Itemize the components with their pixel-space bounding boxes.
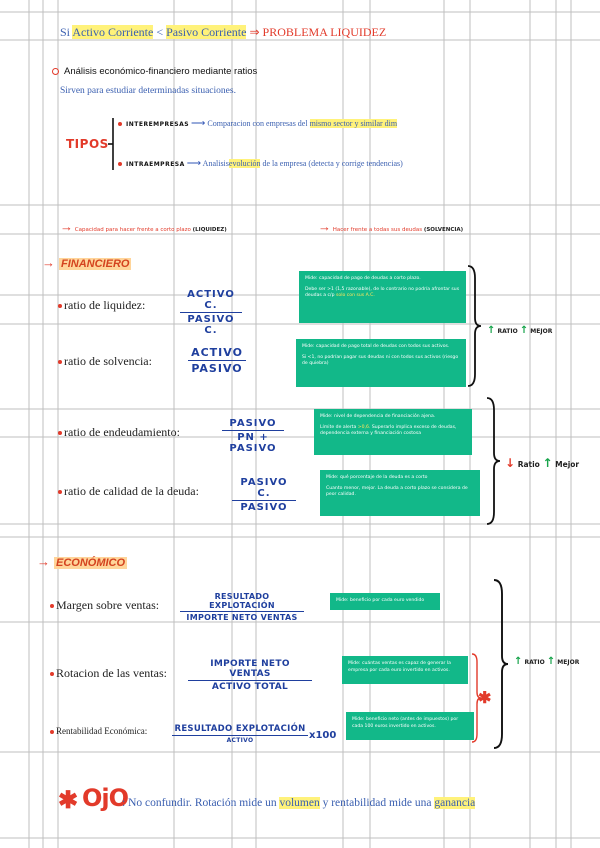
note-line: Mide: capacidad de pago total de deudas con todos sus activos. <box>302 344 450 349</box>
margen-ventas-label <box>50 598 159 613</box>
note-line: Mide: qué porcentaje de la deuda es a corto <box>326 475 428 480</box>
note-line: Si <1, no podrían pagar sus deudas ni con todos sus activos (riesgo de quiebra) <box>302 354 459 367</box>
ratio-liquidez-label <box>58 298 145 313</box>
ratio-solvencia-label <box>58 354 152 369</box>
ratio-calidad-formula <box>232 477 296 513</box>
ratio-calidad-note <box>320 470 480 516</box>
footer-text-mid: y rentabilidad mide una <box>322 797 432 809</box>
tipos-intra-name: INTRAEMPRESA <box>126 161 185 168</box>
bullet-icon <box>58 490 62 494</box>
group1-note <box>487 325 552 336</box>
formula-numerator: IMPORTE NETO VENTAS <box>188 659 312 681</box>
arrow-up-icon: ↑ <box>546 656 556 667</box>
note-highlight: solo con sus A.C. <box>335 293 375 299</box>
tipos-brace-icon <box>105 116 117 174</box>
bullet-icon <box>50 604 54 608</box>
ratio-calidad-text: ratio de calidad de la deuda: <box>64 484 199 498</box>
formula-numerator: RESULTADO EXPLOTACIÓN <box>172 724 308 736</box>
formula-denominator: ACTIVO TOTAL <box>211 682 289 692</box>
header-line <box>60 25 386 40</box>
arrow-right-icon: ⟶ <box>191 118 206 129</box>
formula-denominator: PASIVO C. <box>187 314 235 336</box>
rentabilidad-formula <box>172 724 308 744</box>
ratio-solvencia-formula <box>188 346 246 375</box>
analysis-title-text: Análisis económico-financiero mediante ratios <box>64 66 258 77</box>
footer-highlight-volumen: volumen <box>279 797 320 809</box>
star-icon: ✱ <box>478 690 492 707</box>
tipos-intra-desc-post: de la empresa (detecta y corrige tendencias) <box>262 159 403 168</box>
footer-text <box>122 797 475 809</box>
formula-denominator: IMPORTE NETO VENTAS <box>186 613 298 622</box>
ratio-liquidez-formula <box>180 289 242 336</box>
economico-note-result: MEJOR <box>557 659 580 666</box>
rentabilidad-note <box>346 712 474 740</box>
note-line: Mide: beneficio por cada euro vendido <box>336 598 425 603</box>
rentabilidad-multiplier: x100 <box>309 730 337 741</box>
ratio-solvencia-note <box>296 339 466 387</box>
group1-ratio: RATIO <box>497 328 518 335</box>
ratio-endeudamiento-formula <box>222 418 284 454</box>
margen-ventas-text: Margen sobre ventas: <box>56 598 160 612</box>
arrow-right-icon: → <box>60 219 73 234</box>
rotacion-ventas-note <box>342 656 468 684</box>
rotacion-ventas-formula <box>188 659 312 692</box>
group2-ratio: Ratio <box>517 460 540 469</box>
group1-result: MEJOR <box>530 328 553 335</box>
capacidad-left <box>60 219 227 235</box>
group2-result: Mejor <box>555 460 580 469</box>
header-prefix: Si <box>60 25 71 39</box>
note-line: Mide: capacidad de pago de deudas a corto plazo. <box>305 276 421 281</box>
arrow-up-icon: ↑ <box>519 325 529 336</box>
bullet-icon <box>50 730 54 734</box>
note-line: Límite de alerta <box>320 424 357 430</box>
tipos-inter-desc: Comparacion con empresas del <box>207 119 308 128</box>
tipos-intra-highlight: evolución <box>228 159 261 168</box>
ratio-endeudamiento-label <box>58 425 180 440</box>
footer-text-pre: : No confundir. Rotación mide un <box>122 797 277 809</box>
brace-right-icon <box>466 264 482 388</box>
formula-denominator: PN + PASIVO <box>229 432 277 454</box>
bullet-icon <box>118 162 122 166</box>
header-lt: < <box>156 25 164 39</box>
formula-denominator: PASIVO <box>191 362 243 375</box>
header-arrow: ⇒ <box>249 25 260 39</box>
note-line: Cuanto menor, mejor. La deuda a corto plazo se considera de peor calidad. <box>326 485 468 498</box>
arrow-down-icon: ↓ <box>505 456 516 470</box>
margen-ventas-formula <box>180 592 304 622</box>
capacidad-left-paren: (LIQUIDEZ) <box>192 227 227 233</box>
note-line: Superarlo implica exceso de deudas, dependencia externa y financiación costosa <box>320 424 457 437</box>
footer-ojo: OjO <box>82 784 129 812</box>
capacidad-right-paren: (SOLVENCIA) <box>423 227 464 233</box>
economico-note-ratio: RATIO <box>524 659 545 666</box>
bullet-icon <box>58 304 62 308</box>
brace-right-icon <box>485 396 501 526</box>
ratio-liquidez-note <box>299 271 466 323</box>
economico-note <box>514 656 579 667</box>
bullet-icon <box>58 360 62 364</box>
capacidad-right <box>318 219 463 235</box>
bullet-icon <box>52 68 59 75</box>
tipos-intra-desc-pre: Analisis <box>202 159 229 168</box>
formula-numerator: ACTIVO C. <box>180 289 242 313</box>
formula-numerator: PASIVO <box>222 418 284 431</box>
ratio-endeudamiento-text: ratio de endeudamiento: <box>64 425 180 439</box>
rentabilidad-text: Rentabilidad Económica: <box>56 726 148 736</box>
tipos-intra-row <box>118 158 403 169</box>
analysis-title <box>52 66 257 77</box>
rotacion-ventas-label <box>50 666 167 681</box>
analysis-subtitle: Sirven para estudiar determinadas situaciones. <box>60 86 236 96</box>
arrow-right-icon: → <box>42 255 55 270</box>
note-line: Debe ser >1 (1,5 razonable), de lo contrario no podría afrontar sus deudas a c/p <box>305 286 460 299</box>
economico-heading <box>37 553 127 571</box>
arrow-right-icon: → <box>318 219 331 234</box>
bullet-icon <box>58 431 62 435</box>
footer-highlight-ganancia: ganancia <box>434 797 476 809</box>
tipos-inter-highlight: mismo sector y similar dim <box>309 119 398 128</box>
arrow-up-icon: ↑ <box>542 456 553 470</box>
ratio-endeudamiento-note <box>314 409 472 455</box>
formula-numerator: ACTIVO <box>188 346 246 361</box>
rentabilidad-label <box>50 726 147 736</box>
header-pasivo: Pasivo Corriente <box>166 25 247 39</box>
economico-title: ECONÓMICO <box>56 557 126 569</box>
brace-right-icon <box>492 578 510 750</box>
ratio-solvencia-text: ratio de solvencia: <box>64 354 152 368</box>
tipos-inter-row <box>118 118 397 129</box>
formula-numerator: PASIVO C. <box>232 477 296 501</box>
arrow-up-icon: ↑ <box>514 656 523 667</box>
financiero-heading <box>42 254 131 272</box>
arrow-right-icon: ⟶ <box>186 158 202 169</box>
ratio-calidad-label <box>58 484 199 499</box>
formula-numerator: RESULTADO EXPLOTACIÓN <box>180 592 304 612</box>
formula-denominator: PASIVO <box>240 502 288 513</box>
arrow-right-icon: → <box>37 554 50 569</box>
capacidad-left-text: Capacidad para hacer frente a corto plazo <box>74 227 191 233</box>
group2-note <box>505 456 579 470</box>
bullet-icon <box>50 672 54 676</box>
tipos-label: TIPOS <box>66 137 109 151</box>
tipos-inter-name: INTEREMPRESAS <box>126 121 190 128</box>
note-highlight: >0,6. <box>357 424 371 430</box>
note-line: Mide: cuántas ventas es capaz de generar la empresa por cada euro invertido en activos. <box>348 661 451 673</box>
header-result: PROBLEMA LIQUIDEZ <box>262 25 387 39</box>
rotacion-ventas-text: Rotacion de las ventas: <box>56 666 167 680</box>
formula-denominator: ACTIVO <box>226 737 254 744</box>
arrow-up-icon: ↑ <box>487 325 496 336</box>
ratio-liquidez-text: ratio de liquidez: <box>64 298 146 312</box>
footer-star-icon: ✱ <box>58 788 79 814</box>
note-line: Mide: nivel de dependencia de financiación ajena. <box>320 414 436 419</box>
capacidad-right-text: Hacer frente a todas sus deudas <box>332 227 423 233</box>
bullet-icon <box>118 122 122 126</box>
financiero-title: FINANCIERO <box>61 258 130 270</box>
note-line: Mide: beneficio neto (antes de impuestos) por cada 100 euros invertido en activos. <box>352 717 459 729</box>
margen-ventas-note <box>330 593 440 610</box>
header-activo: Activo Corriente <box>72 25 154 39</box>
